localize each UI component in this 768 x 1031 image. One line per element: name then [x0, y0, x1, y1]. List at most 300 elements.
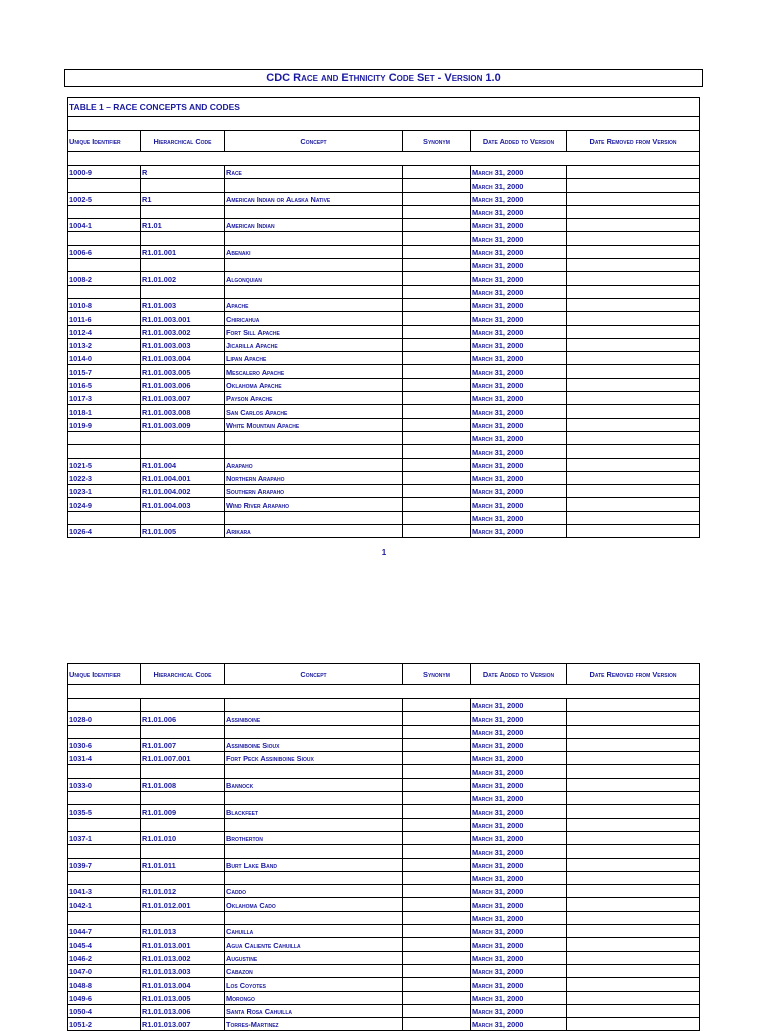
cell-date-added: March 31, 2000	[471, 245, 567, 258]
cell-date-removed	[567, 818, 700, 831]
table-row	[68, 378, 700, 391]
cell-concept: Los Coyotes	[225, 978, 403, 991]
cell-concept	[225, 179, 403, 192]
cell-hierarchical-code: R1.01.013	[141, 925, 225, 938]
spacer-cell	[567, 685, 700, 699]
cell-date-removed	[567, 871, 700, 884]
cell-hierarchical-code: R1.01.003.007	[141, 392, 225, 405]
cell-date-added: March 31, 2000	[471, 166, 567, 179]
cell-concept: Cabazon	[225, 964, 403, 977]
cell-concept: Arapaho	[225, 458, 403, 471]
table-row	[68, 166, 700, 179]
cell-date-added: March 31, 2000	[471, 338, 567, 351]
col-header-hierarchical-code: Hierarchical Code	[141, 131, 225, 152]
table-caption-row	[68, 98, 700, 117]
cell-hierarchical-code	[141, 818, 225, 831]
cell-synonym	[403, 805, 471, 818]
table-row	[68, 951, 700, 964]
cell-date-added: March 31, 2000	[471, 192, 567, 205]
cell-hierarchical-code: R1.01.005	[141, 525, 225, 538]
cell-unique-identifier	[68, 818, 141, 831]
cell-synonym	[403, 699, 471, 712]
cell-concept: Chiricahua	[225, 312, 403, 325]
cell-date-removed	[567, 525, 700, 538]
cell-synonym	[403, 259, 471, 272]
cell-hierarchical-code: R1.01.013.004	[141, 978, 225, 991]
cell-date-added: March 31, 2000	[471, 232, 567, 245]
cell-hierarchical-code	[141, 765, 225, 778]
cell-hierarchical-code: R1.01.003.002	[141, 325, 225, 338]
table-row	[68, 192, 700, 205]
cell-unique-identifier: 1002-5	[68, 192, 141, 205]
cell-date-removed	[567, 511, 700, 524]
cell-date-added: March 31, 2000	[471, 938, 567, 951]
cell-date-removed	[567, 431, 700, 444]
cell-date-removed	[567, 232, 700, 245]
cell-date-removed	[567, 378, 700, 391]
cell-hierarchical-code: R1.01.003.003	[141, 338, 225, 351]
spacer-cell	[471, 152, 567, 166]
cell-hierarchical-code: R1.01.003.005	[141, 365, 225, 378]
cell-concept: Oklahoma Apache	[225, 378, 403, 391]
race-codes-table-1	[67, 97, 700, 538]
cell-synonym	[403, 725, 471, 738]
cell-hierarchical-code: R1.01.013.002	[141, 951, 225, 964]
table-row	[68, 699, 700, 712]
cell-concept: Wind River Arapaho	[225, 498, 403, 511]
spacer-cell	[225, 152, 403, 166]
spacer-cell	[68, 117, 700, 131]
cell-concept: Payson Apache	[225, 392, 403, 405]
cell-hierarchical-code: R1.01.003.008	[141, 405, 225, 418]
table-row	[68, 765, 700, 778]
cell-date-removed	[567, 699, 700, 712]
cell-date-added: March 31, 2000	[471, 418, 567, 431]
cell-synonym	[403, 752, 471, 765]
cell-unique-identifier: 1050-4	[68, 1004, 141, 1017]
cell-synonym	[403, 192, 471, 205]
cell-unique-identifier: 1015-7	[68, 365, 141, 378]
table-row	[68, 712, 700, 725]
cell-concept: Assiniboine Sioux	[225, 738, 403, 751]
col-header-date-removed: Date Removed from Version	[567, 664, 700, 685]
cell-synonym	[403, 765, 471, 778]
cell-date-added: March 31, 2000	[471, 805, 567, 818]
cell-synonym	[403, 831, 471, 844]
cell-date-removed	[567, 338, 700, 351]
cell-synonym	[403, 525, 471, 538]
cell-synonym	[403, 445, 471, 458]
cell-concept: American Indian or Alaska Native	[225, 192, 403, 205]
cell-concept: Oklahoma Cado	[225, 898, 403, 911]
cell-hierarchical-code	[141, 725, 225, 738]
cell-concept: Cahuilla	[225, 925, 403, 938]
cell-date-added: March 31, 2000	[471, 471, 567, 484]
cell-hierarchical-code: R1.01.008	[141, 778, 225, 791]
table-row	[68, 232, 700, 245]
table-row	[68, 352, 700, 365]
cell-hierarchical-code	[141, 445, 225, 458]
cell-date-added: March 31, 2000	[471, 964, 567, 977]
cell-synonym	[403, 431, 471, 444]
page-number: 1	[381, 548, 387, 557]
cell-unique-identifier: 1048-8	[68, 978, 141, 991]
spacer-cell	[567, 152, 700, 166]
cell-synonym	[403, 418, 471, 431]
cell-concept: Jicarilla Apache	[225, 338, 403, 351]
cell-hierarchical-code: R1.01.012.001	[141, 898, 225, 911]
cell-synonym	[403, 219, 471, 232]
cell-date-removed	[567, 498, 700, 511]
cell-synonym	[403, 498, 471, 511]
cell-unique-identifier: 1000-9	[68, 166, 141, 179]
cell-concept: Race	[225, 166, 403, 179]
cell-concept	[225, 871, 403, 884]
cell-date-added: March 31, 2000	[471, 978, 567, 991]
cell-unique-identifier: 1010-8	[68, 298, 141, 311]
header-spacer-row	[68, 152, 700, 166]
cell-date-added: March 31, 2000	[471, 831, 567, 844]
cell-date-removed	[567, 1004, 700, 1017]
cell-date-added: March 31, 2000	[471, 765, 567, 778]
header-spacer-row	[68, 685, 700, 699]
cell-synonym	[403, 378, 471, 391]
cell-date-added: March 31, 2000	[471, 725, 567, 738]
cell-date-removed	[567, 938, 700, 951]
cell-date-added: March 31, 2000	[471, 991, 567, 1004]
cell-unique-identifier: 1008-2	[68, 272, 141, 285]
cell-synonym	[403, 166, 471, 179]
cell-unique-identifier: 1016-5	[68, 378, 141, 391]
cell-synonym	[403, 298, 471, 311]
cell-unique-identifier: 1033-0	[68, 778, 141, 791]
cell-concept	[225, 511, 403, 524]
cell-date-added: March 31, 2000	[471, 445, 567, 458]
cell-date-removed	[567, 738, 700, 751]
cell-unique-identifier: 1004-1	[68, 219, 141, 232]
cell-concept: American Indian	[225, 219, 403, 232]
table-2-body	[68, 664, 700, 1031]
race-codes-table-2	[67, 663, 700, 1031]
cell-date-removed	[567, 964, 700, 977]
table-row	[68, 978, 700, 991]
cell-date-removed	[567, 166, 700, 179]
col-header-unique-identifier: Unique Identifier	[68, 131, 141, 152]
cell-synonym	[403, 964, 471, 977]
table-row	[68, 312, 700, 325]
cell-date-added: March 31, 2000	[471, 1004, 567, 1017]
cell-synonym	[403, 325, 471, 338]
table-row	[68, 272, 700, 285]
cell-date-added: March 31, 2000	[471, 392, 567, 405]
cell-date-added: March 31, 2000	[471, 405, 567, 418]
cell-date-removed	[567, 765, 700, 778]
cell-date-added: March 31, 2000	[471, 911, 567, 924]
cell-synonym	[403, 405, 471, 418]
cell-hierarchical-code: R1.01	[141, 219, 225, 232]
cell-date-added: March 31, 2000	[471, 272, 567, 285]
cell-hierarchical-code: R1.01.013.005	[141, 991, 225, 1004]
cell-date-added: March 31, 2000	[471, 179, 567, 192]
cell-synonym	[403, 285, 471, 298]
header-row	[68, 664, 700, 685]
cell-synonym	[403, 885, 471, 898]
header-row	[68, 131, 700, 152]
cell-unique-identifier	[68, 845, 141, 858]
document-title-text: CDC Race and Ethnicity Code Set - Version 1.0	[266, 72, 501, 84]
cell-concept: Morongo	[225, 991, 403, 1004]
table-row	[68, 871, 700, 884]
cell-hierarchical-code: R1.01.004.003	[141, 498, 225, 511]
cell-hierarchical-code: R1.01.012	[141, 885, 225, 898]
cell-unique-identifier: 1044-7	[68, 925, 141, 938]
cell-synonym	[403, 911, 471, 924]
cell-unique-identifier: 1013-2	[68, 338, 141, 351]
cell-date-added: March 31, 2000	[471, 378, 567, 391]
cell-hierarchical-code	[141, 792, 225, 805]
cell-hierarchical-code	[141, 179, 225, 192]
cell-date-removed	[567, 325, 700, 338]
cell-hierarchical-code	[141, 431, 225, 444]
cell-hierarchical-code	[141, 259, 225, 272]
table-row	[68, 911, 700, 924]
cell-date-removed	[567, 752, 700, 765]
table-row	[68, 818, 700, 831]
cell-date-removed	[567, 205, 700, 218]
cell-concept: Assiniboine	[225, 712, 403, 725]
table-row	[68, 738, 700, 751]
cell-concept: Caddo	[225, 885, 403, 898]
cell-synonym	[403, 338, 471, 351]
cell-concept: Northern Arapaho	[225, 471, 403, 484]
cell-concept: Apache	[225, 298, 403, 311]
table-caption: TABLE 1 – RACE CONCEPTS AND CODES	[68, 98, 700, 117]
cell-date-removed	[567, 259, 700, 272]
cell-concept	[225, 205, 403, 218]
cell-concept	[225, 911, 403, 924]
cell-synonym	[403, 365, 471, 378]
cell-unique-identifier	[68, 205, 141, 218]
cell-unique-identifier: 1030-6	[68, 738, 141, 751]
cell-unique-identifier: 1024-9	[68, 498, 141, 511]
cell-concept: Burt Lake Band	[225, 858, 403, 871]
cell-hierarchical-code	[141, 699, 225, 712]
table-row	[68, 458, 700, 471]
cell-hierarchical-code	[141, 911, 225, 924]
cell-unique-identifier	[68, 725, 141, 738]
cell-date-removed	[567, 778, 700, 791]
cell-date-removed	[567, 898, 700, 911]
table-row	[68, 511, 700, 524]
table-row	[68, 1018, 700, 1031]
table-row	[68, 245, 700, 258]
cell-concept	[225, 818, 403, 831]
cell-date-removed	[567, 978, 700, 991]
cell-date-added: March 31, 2000	[471, 792, 567, 805]
cell-hierarchical-code	[141, 845, 225, 858]
cell-hierarchical-code: R1.01.004.001	[141, 471, 225, 484]
cell-synonym	[403, 485, 471, 498]
cell-date-removed	[567, 845, 700, 858]
cell-concept: Torres-Martinez	[225, 1018, 403, 1031]
cell-date-removed	[567, 1018, 700, 1031]
cell-hierarchical-code: R1.01.004	[141, 458, 225, 471]
cell-hierarchical-code: R1.01.007.001	[141, 752, 225, 765]
spacer-cell	[141, 685, 225, 699]
cell-hierarchical-code	[141, 285, 225, 298]
cell-hierarchical-code: R1	[141, 192, 225, 205]
table-row	[68, 1004, 700, 1017]
col-header-concept: Concept	[225, 664, 403, 685]
table-row	[68, 925, 700, 938]
cell-date-removed	[567, 179, 700, 192]
table-row	[68, 885, 700, 898]
cell-date-added: March 31, 2000	[471, 738, 567, 751]
spacer-cell	[68, 152, 141, 166]
cell-hierarchical-code	[141, 205, 225, 218]
cell-date-added: March 31, 2000	[471, 498, 567, 511]
table-row	[68, 485, 700, 498]
cell-date-removed	[567, 298, 700, 311]
cell-hierarchical-code	[141, 511, 225, 524]
cell-date-removed	[567, 858, 700, 871]
cell-date-added: March 31, 2000	[471, 699, 567, 712]
cell-concept	[225, 232, 403, 245]
cell-hierarchical-code: R1.01.002	[141, 272, 225, 285]
cell-date-added: March 31, 2000	[471, 485, 567, 498]
cell-concept	[225, 845, 403, 858]
cell-date-added: March 31, 2000	[471, 298, 567, 311]
cell-unique-identifier	[68, 445, 141, 458]
cell-hierarchical-code: R1.01.010	[141, 831, 225, 844]
table-row	[68, 938, 700, 951]
table-row	[68, 205, 700, 218]
cell-date-removed	[567, 245, 700, 258]
table-row	[68, 219, 700, 232]
cell-unique-identifier: 1021-5	[68, 458, 141, 471]
cell-unique-identifier: 1018-1	[68, 405, 141, 418]
cell-date-removed	[567, 485, 700, 498]
cell-synonym	[403, 778, 471, 791]
cell-unique-identifier: 1014-0	[68, 352, 141, 365]
cell-unique-identifier: 1006-6	[68, 245, 141, 258]
cell-concept: Mescalero Apache	[225, 365, 403, 378]
cell-hierarchical-code: R1.01.003.006	[141, 378, 225, 391]
cell-date-added: March 31, 2000	[471, 285, 567, 298]
table-row	[68, 498, 700, 511]
spacer-cell	[403, 685, 471, 699]
spacer-cell	[403, 152, 471, 166]
cell-date-added: March 31, 2000	[471, 858, 567, 871]
cell-concept: Agua Caliente Cahuilla	[225, 938, 403, 951]
cell-concept	[225, 285, 403, 298]
cell-concept: Arikara	[225, 525, 403, 538]
cell-unique-identifier: 1049-6	[68, 991, 141, 1004]
cell-date-removed	[567, 991, 700, 1004]
cell-concept: Southern Arapaho	[225, 485, 403, 498]
cell-unique-identifier: 1046-2	[68, 951, 141, 964]
cell-hierarchical-code: R1.01.013.006	[141, 1004, 225, 1017]
cell-date-added: March 31, 2000	[471, 219, 567, 232]
cell-unique-identifier: 1037-1	[68, 831, 141, 844]
table-row	[68, 752, 700, 765]
cell-synonym	[403, 738, 471, 751]
cell-unique-identifier	[68, 871, 141, 884]
cell-date-removed	[567, 458, 700, 471]
table-row	[68, 898, 700, 911]
table-row	[68, 991, 700, 1004]
cell-date-added: March 31, 2000	[471, 898, 567, 911]
cell-concept	[225, 431, 403, 444]
table-row	[68, 525, 700, 538]
cell-date-removed	[567, 911, 700, 924]
table-row	[68, 445, 700, 458]
cell-date-added: March 31, 2000	[471, 259, 567, 272]
cell-hierarchical-code: R1.01.007	[141, 738, 225, 751]
cell-unique-identifier: 1042-1	[68, 898, 141, 911]
cell-synonym	[403, 458, 471, 471]
cell-unique-identifier	[68, 179, 141, 192]
table-row	[68, 365, 700, 378]
cell-unique-identifier	[68, 285, 141, 298]
cell-synonym	[403, 871, 471, 884]
cell-concept: Brotherton	[225, 831, 403, 844]
cell-synonym	[403, 1018, 471, 1031]
table-row	[68, 858, 700, 871]
cell-concept: Santa Rosa Cahuilla	[225, 1004, 403, 1017]
table-row	[68, 325, 700, 338]
table-row	[68, 845, 700, 858]
col-header-hierarchical-code: Hierarchical Code	[141, 664, 225, 685]
table-row	[68, 805, 700, 818]
cell-date-removed	[567, 471, 700, 484]
col-header-synonym: Synonym	[403, 131, 471, 152]
cell-date-added: March 31, 2000	[471, 1018, 567, 1031]
cell-hierarchical-code	[141, 871, 225, 884]
cell-unique-identifier: 1047-0	[68, 964, 141, 977]
cell-date-removed	[567, 805, 700, 818]
table-row	[68, 831, 700, 844]
cell-synonym	[403, 312, 471, 325]
cell-synonym	[403, 1004, 471, 1017]
spacer-cell	[68, 685, 141, 699]
cell-unique-identifier: 1017-3	[68, 392, 141, 405]
table-row	[68, 431, 700, 444]
cell-date-added: March 31, 2000	[471, 511, 567, 524]
cell-synonym	[403, 818, 471, 831]
cell-unique-identifier: 1028-0	[68, 712, 141, 725]
cell-date-removed	[567, 925, 700, 938]
cell-unique-identifier	[68, 911, 141, 924]
cell-unique-identifier: 1011-6	[68, 312, 141, 325]
cell-synonym	[403, 938, 471, 951]
cell-concept: Abenaki	[225, 245, 403, 258]
table-row	[68, 405, 700, 418]
cell-synonym	[403, 925, 471, 938]
cell-concept: San Carlos Apache	[225, 405, 403, 418]
cell-concept	[225, 792, 403, 805]
cell-synonym	[403, 471, 471, 484]
cell-unique-identifier: 1041-3	[68, 885, 141, 898]
cell-concept	[225, 259, 403, 272]
cell-hierarchical-code: R1.01.004.002	[141, 485, 225, 498]
cell-synonym	[403, 845, 471, 858]
caption-spacer-row	[68, 117, 700, 131]
cell-date-added: March 31, 2000	[471, 885, 567, 898]
cell-date-added: March 31, 2000	[471, 325, 567, 338]
cell-unique-identifier: 1045-4	[68, 938, 141, 951]
cell-unique-identifier: 1035-5	[68, 805, 141, 818]
